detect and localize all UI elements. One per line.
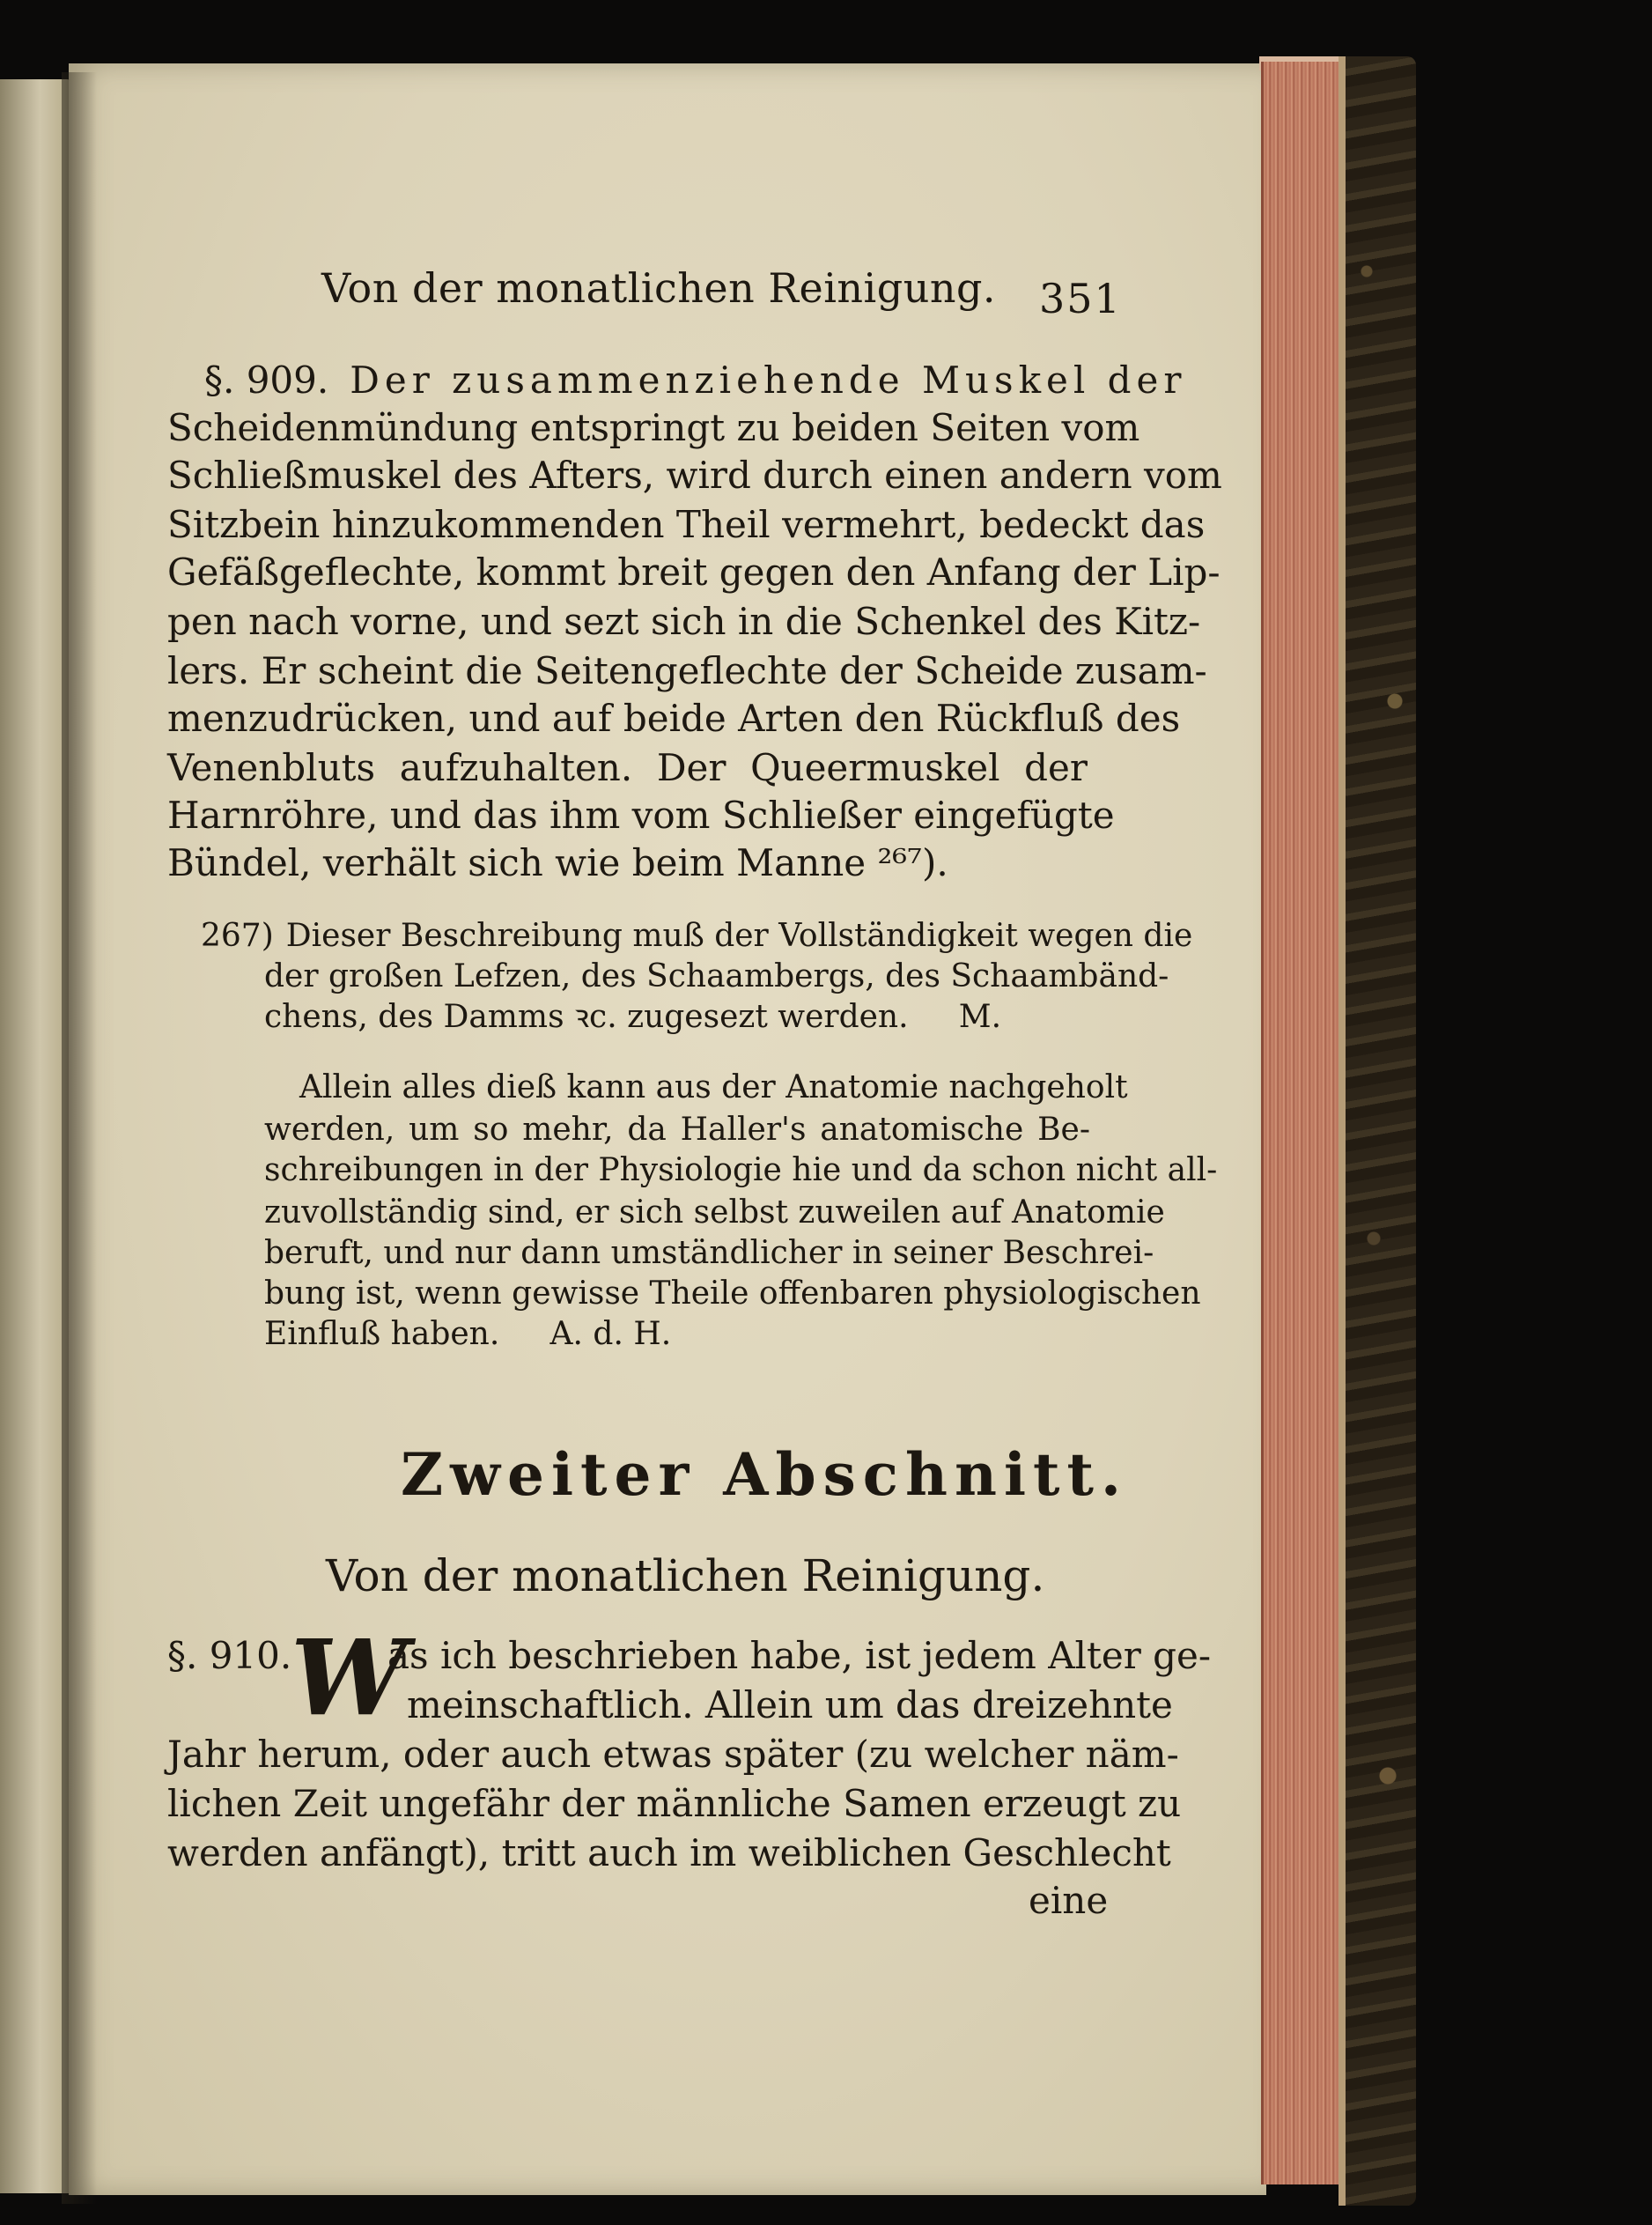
page-number: 351: [1039, 275, 1122, 322]
paragraph-909-line: [204, 359, 1187, 402]
editor-note-line: [264, 1112, 1090, 1149]
text-line: lichen Zeit ungefähr der männliche Samen erzeugt zu: [167, 1782, 1182, 1825]
paragraph-910-line: [167, 1733, 1179, 1776]
text-line: menzudrücken, und auf beide Arten den Rückfluß des: [167, 697, 1181, 740]
paragraph-909-line: [167, 551, 1221, 594]
footnote-text: chens, des Damms ꝛc. zugesezt werden. M.: [264, 999, 1002, 1035]
paragraph-909-line: [167, 649, 1207, 692]
editor-note-line: [299, 1069, 1128, 1106]
editor-note-line: [264, 1275, 1201, 1312]
text-line: Scheidenmündung entspringt zu beiden Seiten vom: [167, 406, 1140, 449]
editor-note-text: Einfluß haben. A. d. H.: [264, 1316, 672, 1352]
paragraph-909-line: [167, 503, 1206, 546]
paragraph-910-line: [407, 1683, 1173, 1726]
paragraph-909-line: [167, 697, 1181, 740]
text-line: lers. Er scheint die Seitengeflechte der Scheide zusam-: [167, 649, 1207, 692]
text-line: pen nach vorne, und sezt sich in die Schenkel des Kitz-: [167, 600, 1201, 643]
text-line: Jahr herum, oder auch etwas später (zu welcher näm-: [167, 1733, 1179, 1776]
footnote-text: der großen Lefzen, des Schaambergs, des Schaambänd-: [264, 958, 1169, 994]
footnote-text: Dieser Beschreibung muß der Vollständigkeit wegen die: [285, 918, 1193, 954]
paragraph-909-line: [167, 454, 1222, 497]
text-line: Der zusammenziehende Muskel der: [350, 359, 1187, 402]
text-line: Bündel, verhält sich wie beim Manne ²⁶⁷).: [167, 841, 948, 884]
footnote-marker: 267): [201, 918, 274, 954]
text-line: Gefäßgeflechte, kommt breit gegen den Anfang der Lip-: [167, 551, 1221, 594]
editor-note-line: [264, 1235, 1154, 1272]
editor-note-text: zuvollständig sind, er sich selbst zuweilen auf Anatomie: [264, 1194, 1165, 1231]
footnote-line: [264, 958, 1169, 995]
paragraph-910-line: [167, 1831, 1171, 1874]
running-title: Von der monatlichen Reinigung.: [321, 264, 997, 312]
text-line: Sitzbein hinzukommenden Theil vermehrt, bedeckt das: [167, 503, 1206, 546]
paragraph-910-number-line: [167, 1635, 299, 1677]
paragraph-909-line: [167, 406, 1140, 449]
editor-note-text: Allein alles dieß kann aus der Anatomie nachgeholt: [299, 1069, 1128, 1105]
editor-note-text: beruft, und nur dann umständlicher in seiner Beschrei-: [264, 1235, 1154, 1271]
text-line: meinschaftlich. Allein um das dreizehnte: [407, 1683, 1173, 1726]
editor-note-text: schreibungen in der Physiologie hie und da schon nicht all-: [264, 1152, 1218, 1188]
paragraph-909-line: [167, 747, 1088, 789]
paragraph-910-line: [387, 1634, 1212, 1677]
paragraph-909-line: [167, 794, 1115, 837]
text-line: as ich beschrieben habe, ist jedem Alter ge-: [387, 1634, 1212, 1677]
footnote-line: [201, 918, 1193, 955]
text-line: Schließmuskel des Afters, wird durch einen andern vom: [167, 454, 1222, 497]
editor-note-line: [264, 1152, 1218, 1189]
text-line: werden anfängt), tritt auch im weiblichen Geschlecht: [167, 1831, 1171, 1874]
editor-note-line: [264, 1194, 1165, 1231]
paragraph-909-line: [167, 842, 1088, 884]
paragraph-909-line: [167, 600, 1201, 643]
editor-note-text: werden, um so mehr, da Haller's anatomische Be-: [264, 1112, 1090, 1148]
footnote-line: [264, 999, 1090, 1036]
text-line: Harnröhre, und das ihm vom Schließer eingefügte: [167, 794, 1115, 837]
section-subheading: Von der monatlichen Reinigung.: [326, 1550, 1045, 1601]
paragraph-910-number: §. 910.: [167, 1634, 292, 1677]
paragraph-909-number: §. 909.: [204, 359, 329, 402]
catchword-line: [1029, 1879, 1109, 1922]
section-heading: Zweiter Abschnitt.: [401, 1440, 1128, 1509]
editor-note-text: bung ist, wenn gewisse Theile offenbaren physiologischen: [264, 1275, 1201, 1312]
catchword: eine: [1029, 1879, 1109, 1922]
drop-cap: W: [291, 1616, 408, 1739]
text-line: Venenbluts aufzuhalten. Der Queermuskel der: [167, 746, 1088, 789]
editor-note-line: [264, 1316, 1090, 1353]
paragraph-910-line: [167, 1782, 1182, 1825]
